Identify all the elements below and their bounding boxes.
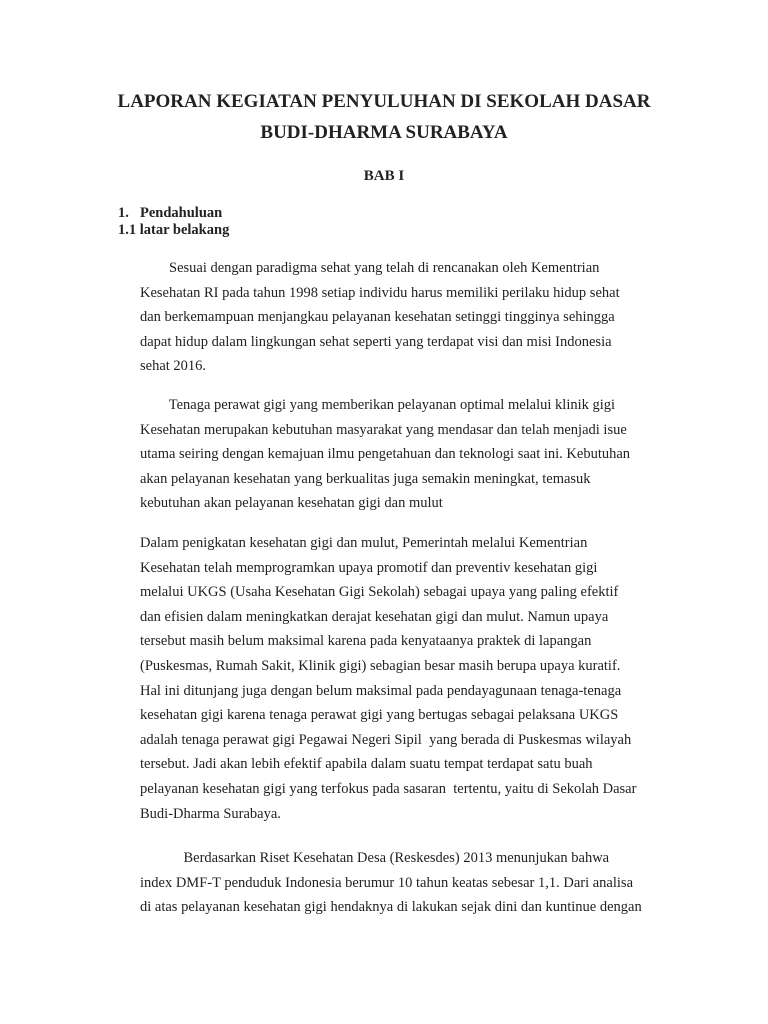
paragraph-line: dan berkemampuan menjangkau pelayanan kesehatan setinggi tingginya sehingga [140, 309, 615, 326]
paragraph-line: Tenaga perawat gigi yang memberikan pelayanan optimal melalui klinik gigi [140, 397, 616, 413]
paragraph-line: Sesuai dengan paradigma sehat yang telah di rencanakan oleh Kementrian [140, 260, 600, 276]
paragraph-line: utama seiring dengan kemajuan ilmu pengetahuan dan teknologi saat ini. Kebutuhan [140, 446, 631, 463]
subsection-heading: 1.1 latar belakang [118, 222, 230, 238]
paragraph-line: Budi-Dharma Surabaya. [140, 805, 281, 822]
paragraph-line: dapat hidup dalam lingkungan sehat seperti yang terdapat visi dan misi Indonesia [140, 333, 612, 350]
paragraph-line: Hal ini ditunjang juga dengan belum maksimal pada pendayagunaan tenaga-tenaga [140, 682, 622, 699]
paragraph-line: tersebut. Jadi akan lebih efektif apabila dalam suatu tempat terdapat satu buah [140, 756, 593, 773]
chapter-heading: BAB I [363, 168, 405, 184]
paragraph-line: melalui UKGS (Usaha Kesehatan Gigi Sekolah) sebagai upaya yang paling efektif [140, 584, 619, 601]
paragraph-line: index DMF-T penduduk Indonesia berumur 10 tahun keatas sebesar 1,1. Dari analisa [140, 874, 634, 891]
paragraph-line: dan efisien dalam meningkatkan derajat kesehatan gigi dan mulut. Namun upaya [140, 608, 609, 625]
paragraph-line: akan pelayanan kesehatan yang berkualitas juga semakin meningkat, temasuk [140, 470, 591, 487]
paragraph-line: kebutuhan akan pelayanan kesehatan gigi dan mulut [140, 495, 443, 512]
paragraph-line: Dalam penigkatan kesehatan gigi dan mulut, Pemerintah melalui Kementrian [140, 535, 588, 551]
paragraph-line: kesehatan gigi karena tenaga perawat gigi yang bertugas sebagai pelaksana UKGS [140, 707, 619, 724]
paragraph-line: adalah tenaga perawat gigi Pegawai Negeri Sipil yang berada di Puskesmas wilayah [140, 731, 632, 748]
paragraph-4 [140, 846, 685, 920]
section-label: Pendahuluan [140, 205, 223, 221]
paragraph-line: Berdasarkan Riset Kesehatan Desa (Reskesdes) 2013 menunjukan bahwa [140, 850, 610, 866]
paragraph-2 [140, 393, 685, 516]
section-heading [118, 205, 222, 222]
paragraph-1 [140, 256, 685, 379]
report-title-line-2: BUDI-DHARMA SURABAYA [260, 122, 508, 143]
paragraph-line: tersebut masih belum maksimal karena pada kenyataanya praktek di lapangan [140, 633, 592, 650]
paragraph-line: Kesehatan telah memprogramkan upaya promotif dan preventiv kesehatan gigi [140, 559, 598, 576]
section-number: 1. [118, 205, 129, 221]
paragraph-line: pelayanan kesehatan gigi yang terfokus pada sasaran tertentu, yaitu di Sekolah Dasar [140, 780, 637, 797]
paragraph-line: (Puskesmas, Rumah Sakit, Klinik gigi) sebagian besar masih berupa upaya kuratif. [140, 657, 621, 674]
report-title-line-1: LAPORAN KEGIATAN PENYULUHAN DI SEKOLAH DASAR [117, 91, 651, 112]
paragraph-line: Kesehatan RI pada tahun 1998 setiap individu harus memiliki perilaku hidup sehat [140, 284, 620, 301]
paragraph-line: di atas pelayanan kesehatan gigi hendaknya di lakukan sejak dini dan kuntinue dengan [140, 899, 642, 916]
paragraph-line: Kesehatan merupakan kebutuhan masyarakat yang mendasar dan telah menjadi isue [140, 421, 627, 438]
paragraph-line: sehat 2016. [140, 358, 207, 375]
paragraph-3 [140, 531, 685, 826]
